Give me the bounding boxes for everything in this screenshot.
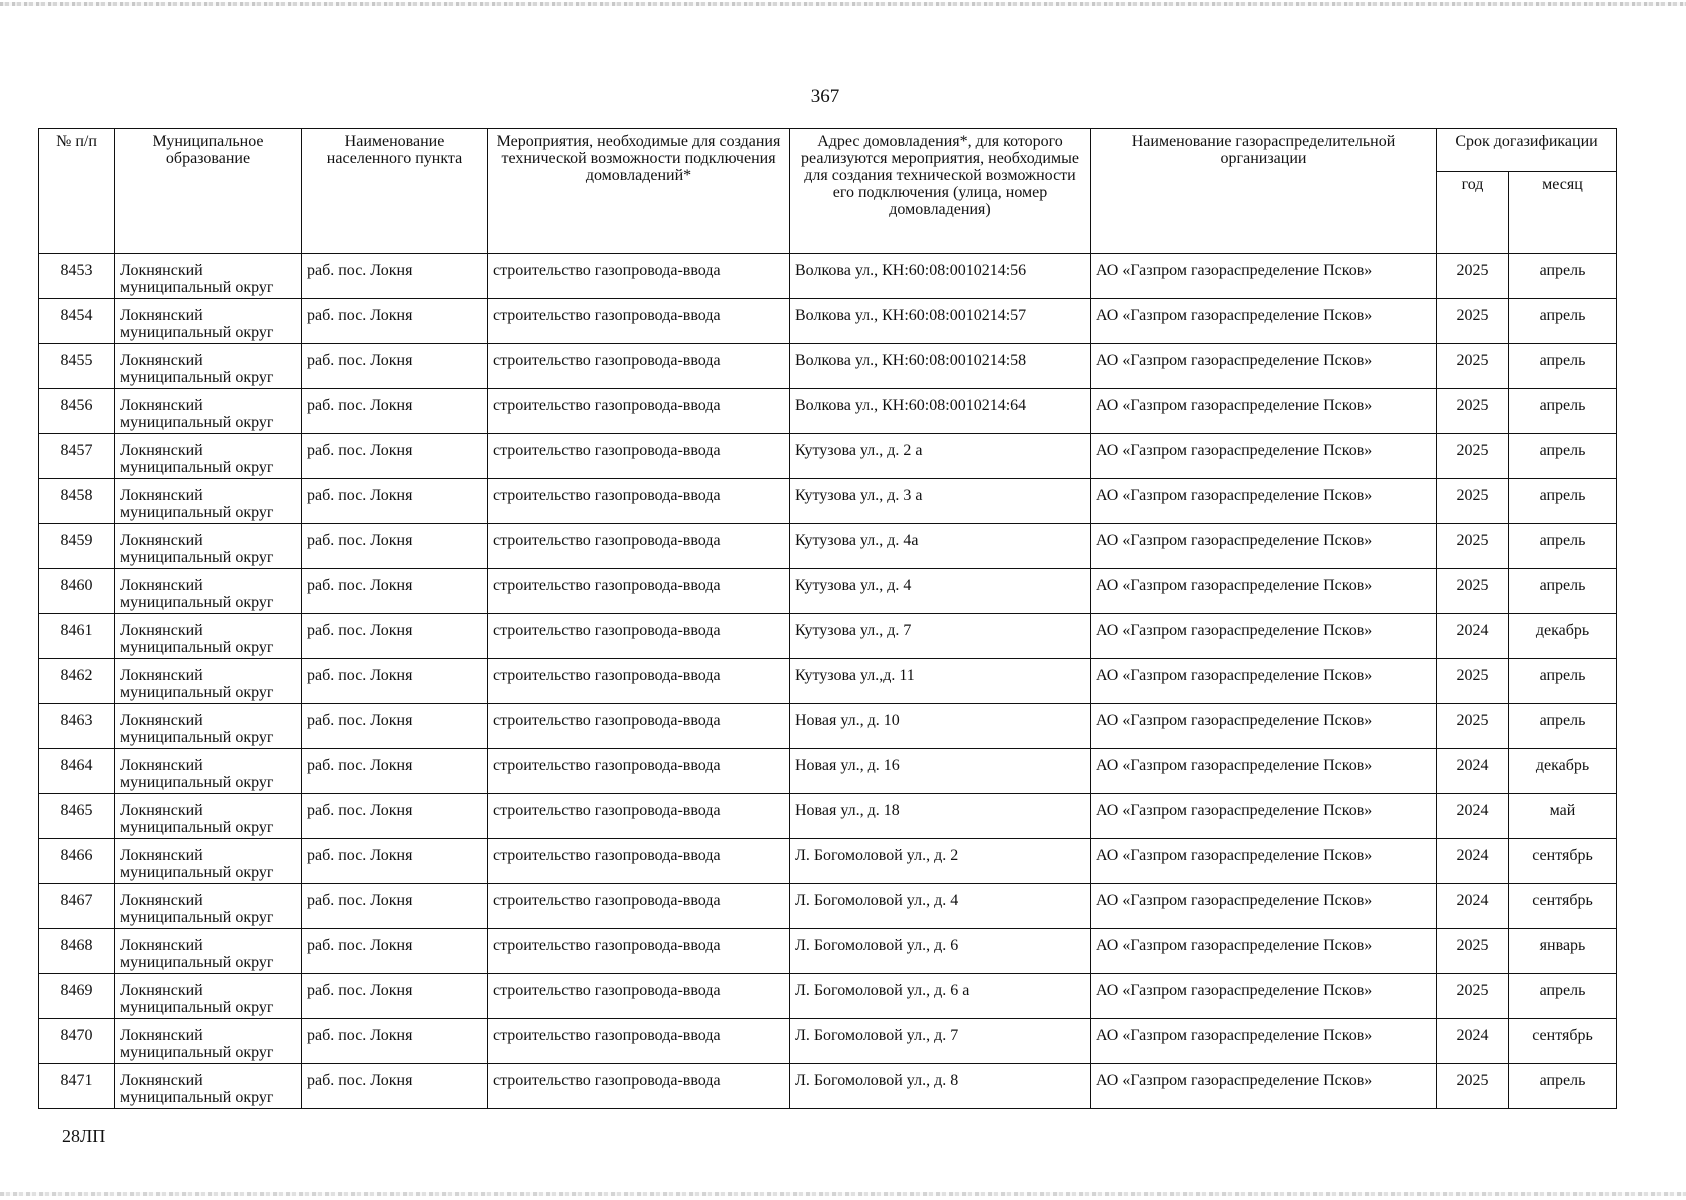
row-month: сентябрь — [1509, 1019, 1617, 1064]
row-settlement: раб. пос. Локня — [302, 434, 488, 479]
row-measure: строительство газопровода-ввода — [488, 749, 790, 794]
row-measure: строительство газопровода-ввода — [488, 254, 790, 299]
row-address: Л. Богомоловой ул., д. 6 — [790, 929, 1091, 974]
row-address: Л. Богомоловой ул., д. 7 — [790, 1019, 1091, 1064]
table-row — [39, 1019, 1617, 1064]
row-month: декабрь — [1509, 749, 1617, 794]
row-organization: АО «Газпром газораспределение Псков» — [1091, 344, 1437, 389]
row-month: апрель — [1509, 389, 1617, 434]
row-month: апрель — [1509, 704, 1617, 749]
row-measure: строительство газопровода-ввода — [488, 299, 790, 344]
row-measure: строительство газопровода-ввода — [488, 614, 790, 659]
row-month: январь — [1509, 929, 1617, 974]
row-address: Новая ул., д. 10 — [790, 704, 1091, 749]
row-measure: строительство газопровода-ввода — [488, 1019, 790, 1064]
table-row — [39, 299, 1617, 344]
row-address: Волкова ул., КН:60:08:0010214:64 — [790, 389, 1091, 434]
header-year: год — [1437, 172, 1509, 254]
row-number: 8456 — [39, 389, 115, 434]
row-organization: АО «Газпром газораспределение Псков» — [1091, 614, 1437, 659]
row-number: 8465 — [39, 794, 115, 839]
row-municipality: Локнянский муниципальный округ — [115, 794, 302, 839]
row-settlement: раб. пос. Локня — [302, 614, 488, 659]
row-year: 2025 — [1437, 659, 1509, 704]
row-municipality: Локнянский муниципальный округ — [115, 299, 302, 344]
table-row — [39, 569, 1617, 614]
row-municipality: Локнянский муниципальный округ — [115, 569, 302, 614]
table-row — [39, 839, 1617, 884]
row-year: 2024 — [1437, 749, 1509, 794]
row-month: апрель — [1509, 659, 1617, 704]
header-num: № п/п — [39, 129, 115, 254]
row-address: Новая ул., д. 18 — [790, 794, 1091, 839]
row-year: 2025 — [1437, 344, 1509, 389]
row-month: апрель — [1509, 479, 1617, 524]
row-number: 8461 — [39, 614, 115, 659]
row-municipality: Локнянский муниципальный округ — [115, 974, 302, 1019]
row-address: Кутузова ул., д. 4 — [790, 569, 1091, 614]
table-row — [39, 704, 1617, 749]
row-year: 2025 — [1437, 479, 1509, 524]
row-number: 8455 — [39, 344, 115, 389]
row-address: Л. Богомоловой ул., д. 2 — [790, 839, 1091, 884]
row-organization: АО «Газпром газораспределение Псков» — [1091, 1019, 1437, 1064]
gasification-table — [38, 128, 1617, 1109]
row-municipality: Локнянский муниципальный округ — [115, 479, 302, 524]
row-year: 2025 — [1437, 524, 1509, 569]
table-row — [39, 344, 1617, 389]
row-month: апрель — [1509, 344, 1617, 389]
row-settlement: раб. пос. Локня — [302, 254, 488, 299]
row-municipality: Локнянский муниципальный округ — [115, 839, 302, 884]
row-settlement: раб. пос. Локня — [302, 659, 488, 704]
scan-edge-top — [0, 2, 1686, 6]
row-number: 8463 — [39, 704, 115, 749]
table-row — [39, 974, 1617, 1019]
header-organization: Наименование газораспределительной организации — [1091, 129, 1437, 254]
row-organization: АО «Газпром газораспределение Псков» — [1091, 839, 1437, 884]
row-measure: строительство газопровода-ввода — [488, 839, 790, 884]
row-month: май — [1509, 794, 1617, 839]
header-month: месяц — [1509, 172, 1617, 254]
row-organization: АО «Газпром газораспределение Псков» — [1091, 299, 1437, 344]
row-organization: АО «Газпром газораспределение Псков» — [1091, 884, 1437, 929]
row-measure: строительство газопровода-ввода — [488, 929, 790, 974]
row-measure: строительство газопровода-ввода — [488, 794, 790, 839]
header-term: Срок догазификации — [1437, 129, 1617, 172]
row-settlement: раб. пос. Локня — [302, 299, 488, 344]
table-row — [39, 794, 1617, 839]
table-row — [39, 254, 1617, 299]
row-municipality: Локнянский муниципальный округ — [115, 389, 302, 434]
row-address: Л. Богомоловой ул., д. 4 — [790, 884, 1091, 929]
row-year: 2024 — [1437, 884, 1509, 929]
row-settlement: раб. пос. Локня — [302, 524, 488, 569]
table-row — [39, 389, 1617, 434]
table-row — [39, 479, 1617, 524]
row-year: 2025 — [1437, 434, 1509, 479]
row-organization: АО «Газпром газораспределение Псков» — [1091, 974, 1437, 1019]
table-row — [39, 524, 1617, 569]
row-measure: строительство газопровода-ввода — [488, 389, 790, 434]
row-address: Кутузова ул., д. 3 а — [790, 479, 1091, 524]
row-year: 2025 — [1437, 929, 1509, 974]
row-settlement: раб. пос. Локня — [302, 389, 488, 434]
table-row — [39, 659, 1617, 704]
row-address: Кутузова ул.,д. 11 — [790, 659, 1091, 704]
row-number: 8458 — [39, 479, 115, 524]
row-address: Кутузова ул., д. 4а — [790, 524, 1091, 569]
row-organization: АО «Газпром газораспределение Псков» — [1091, 254, 1437, 299]
row-municipality: Локнянский муниципальный округ — [115, 749, 302, 794]
row-year: 2024 — [1437, 614, 1509, 659]
row-settlement: раб. пос. Локня — [302, 749, 488, 794]
header-measures: Мероприятия, необходимые для создания технической возможности подключения домовладений* — [488, 129, 790, 254]
row-settlement: раб. пос. Локня — [302, 569, 488, 614]
row-number: 8457 — [39, 434, 115, 479]
row-number: 8467 — [39, 884, 115, 929]
row-settlement: раб. пос. Локня — [302, 1064, 488, 1109]
row-municipality: Локнянский муниципальный округ — [115, 884, 302, 929]
row-year: 2025 — [1437, 704, 1509, 749]
row-address: Новая ул., д. 16 — [790, 749, 1091, 794]
row-month: сентябрь — [1509, 839, 1617, 884]
row-year: 2025 — [1437, 974, 1509, 1019]
row-organization: АО «Газпром газораспределение Псков» — [1091, 704, 1437, 749]
row-year: 2025 — [1437, 299, 1509, 344]
row-year: 2024 — [1437, 1019, 1509, 1064]
row-month: апрель — [1509, 254, 1617, 299]
row-settlement: раб. пос. Локня — [302, 929, 488, 974]
table-row — [39, 929, 1617, 974]
row-address: Волкова ул., КН:60:08:0010214:56 — [790, 254, 1091, 299]
row-year: 2025 — [1437, 569, 1509, 614]
row-municipality: Локнянский муниципальный округ — [115, 434, 302, 479]
table-row — [39, 749, 1617, 794]
row-address: Кутузова ул., д. 7 — [790, 614, 1091, 659]
row-number: 8469 — [39, 974, 115, 1019]
row-settlement: раб. пос. Локня — [302, 344, 488, 389]
row-number: 8471 — [39, 1064, 115, 1109]
row-organization: АО «Газпром газораспределение Псков» — [1091, 389, 1437, 434]
row-measure: строительство газопровода-ввода — [488, 659, 790, 704]
row-measure: строительство газопровода-ввода — [488, 1064, 790, 1109]
row-municipality: Локнянский муниципальный округ — [115, 524, 302, 569]
header-settlement: Наименование населенного пункта — [302, 129, 488, 254]
row-organization: АО «Газпром газораспределение Псков» — [1091, 524, 1437, 569]
row-settlement: раб. пос. Локня — [302, 974, 488, 1019]
row-measure: строительство газопровода-ввода — [488, 569, 790, 614]
row-settlement: раб. пос. Локня — [302, 1019, 488, 1064]
row-municipality: Локнянский муниципальный округ — [115, 659, 302, 704]
row-number: 8453 — [39, 254, 115, 299]
row-measure: строительство газопровода-ввода — [488, 704, 790, 749]
row-organization: АО «Газпром газораспределение Псков» — [1091, 659, 1437, 704]
page-number: 367 — [810, 86, 840, 107]
row-organization: АО «Газпром газораспределение Псков» — [1091, 569, 1437, 614]
row-municipality: Локнянский муниципальный округ — [115, 1064, 302, 1109]
row-organization: АО «Газпром газораспределение Псков» — [1091, 749, 1437, 794]
table-header — [39, 129, 1617, 254]
header-address: Адрес домовладения*, для которого реализуются мероприятия, необходимые для создания технической возможности его подключения (улица, номер домовладения) — [790, 129, 1091, 254]
table-row — [39, 434, 1617, 479]
row-settlement: раб. пос. Локня — [302, 884, 488, 929]
row-municipality: Локнянский муниципальный округ — [115, 1019, 302, 1064]
header-municipality: Муниципальное образование — [115, 129, 302, 254]
footer-code: 28ЛП — [62, 1126, 106, 1146]
row-month: декабрь — [1509, 614, 1617, 659]
row-measure: строительство газопровода-ввода — [488, 344, 790, 389]
row-municipality: Локнянский муниципальный округ — [115, 254, 302, 299]
row-number: 8460 — [39, 569, 115, 614]
row-month: апрель — [1509, 299, 1617, 344]
row-year: 2025 — [1437, 254, 1509, 299]
row-month: апрель — [1509, 1064, 1617, 1109]
row-municipality: Локнянский муниципальный округ — [115, 344, 302, 389]
row-measure: строительство газопровода-ввода — [488, 524, 790, 569]
row-measure: строительство газопровода-ввода — [488, 884, 790, 929]
row-settlement: раб. пос. Локня — [302, 839, 488, 884]
row-address: Волкова ул., КН:60:08:0010214:58 — [790, 344, 1091, 389]
table-body — [39, 254, 1617, 1109]
row-municipality: Локнянский муниципальный округ — [115, 929, 302, 974]
row-number: 8459 — [39, 524, 115, 569]
row-number: 8470 — [39, 1019, 115, 1064]
row-organization: АО «Газпром газораспределение Псков» — [1091, 434, 1437, 479]
row-number: 8468 — [39, 929, 115, 974]
row-address: Л. Богомоловой ул., д. 6 а — [790, 974, 1091, 1019]
row-organization: АО «Газпром газораспределение Псков» — [1091, 1064, 1437, 1109]
row-month: сентябрь — [1509, 884, 1617, 929]
table-row — [39, 1064, 1617, 1109]
row-month: апрель — [1509, 434, 1617, 479]
row-number: 8462 — [39, 659, 115, 704]
row-settlement: раб. пос. Локня — [302, 479, 488, 524]
row-organization: АО «Газпром газораспределение Псков» — [1091, 479, 1437, 524]
row-year: 2024 — [1437, 794, 1509, 839]
row-municipality: Локнянский муниципальный округ — [115, 614, 302, 659]
row-organization: АО «Газпром газораспределение Псков» — [1091, 794, 1437, 839]
row-month: апрель — [1509, 524, 1617, 569]
row-municipality: Локнянский муниципальный округ — [115, 704, 302, 749]
row-address: Л. Богомоловой ул., д. 8 — [790, 1064, 1091, 1109]
row-settlement: раб. пос. Локня — [302, 704, 488, 749]
table-row — [39, 884, 1617, 929]
row-number: 8454 — [39, 299, 115, 344]
row-measure: строительство газопровода-ввода — [488, 434, 790, 479]
row-measure: строительство газопровода-ввода — [488, 479, 790, 524]
row-number: 8466 — [39, 839, 115, 884]
row-month: апрель — [1509, 974, 1617, 1019]
row-year: 2025 — [1437, 1064, 1509, 1109]
table-row — [39, 614, 1617, 659]
scan-edge-bottom — [0, 1192, 1686, 1196]
row-settlement: раб. пос. Локня — [302, 794, 488, 839]
row-address: Кутузова ул., д. 2 а — [790, 434, 1091, 479]
row-month: апрель — [1509, 569, 1617, 614]
row-measure: строительство газопровода-ввода — [488, 974, 790, 1019]
row-organization: АО «Газпром газораспределение Псков» — [1091, 929, 1437, 974]
row-year: 2024 — [1437, 839, 1509, 884]
row-address: Волкова ул., КН:60:08:0010214:57 — [790, 299, 1091, 344]
row-year: 2025 — [1437, 389, 1509, 434]
row-number: 8464 — [39, 749, 115, 794]
